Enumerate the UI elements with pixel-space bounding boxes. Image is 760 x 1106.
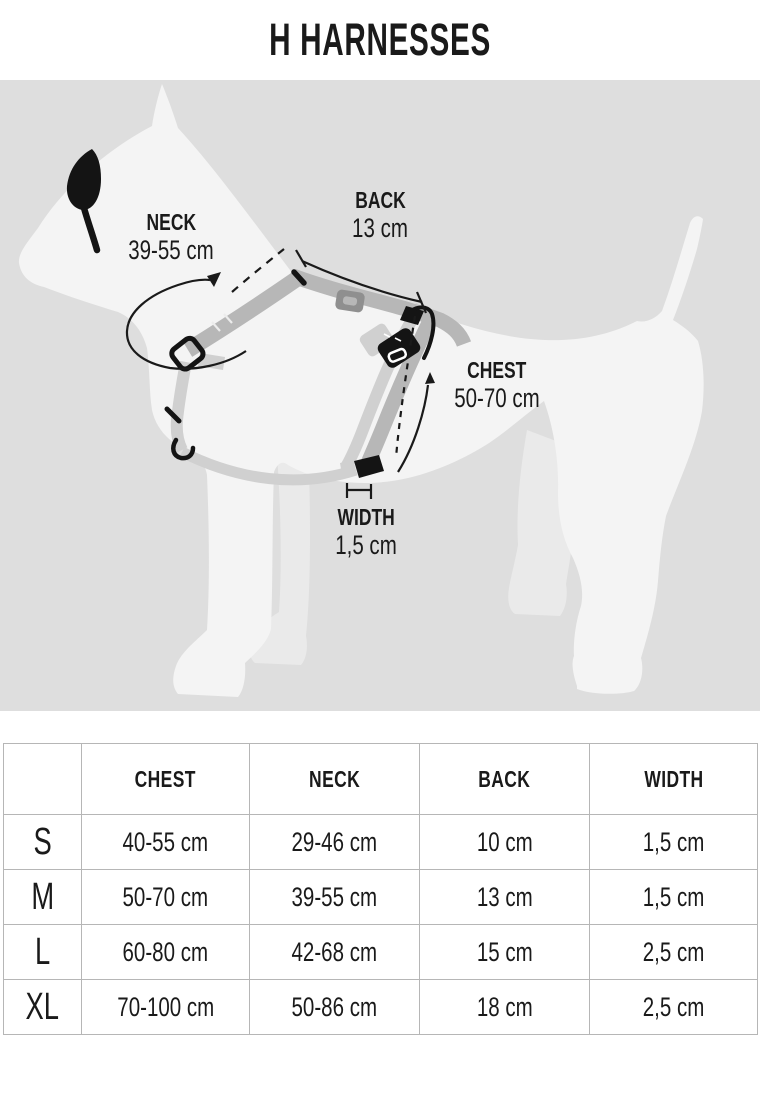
header-back: BACK [420,744,590,815]
header-corner [4,744,82,815]
header-row [4,744,758,815]
header-neck: NECK [250,744,420,815]
chest-label-name: CHEST [467,357,527,383]
width-cell: 2,5 cm [590,925,758,980]
chest-label [441,357,554,413]
size-cell: XL [4,980,82,1035]
back-cell: 10 cm [420,815,590,870]
harness-diagram [0,80,760,711]
size-cell: S [4,815,82,870]
chest-cell: 40-55 cm [82,815,250,870]
back-cell: 15 cm [420,925,590,980]
chest-label-value: 50-70 cm [454,383,540,413]
back-label-value: 13 cm [352,213,408,243]
neck-label-value: 39-55 cm [128,235,214,265]
page-title: H HARNESSES [269,14,491,65]
neck-label [115,209,228,265]
neck-cell: 29-46 cm [250,815,420,870]
size-row-s [4,815,758,870]
chest-cell: 50-70 cm [82,870,250,925]
chest-cell: 60-80 cm [82,925,250,980]
size-cell: L [4,925,82,980]
back-cell: 13 cm [420,870,590,925]
width-label-name: WIDTH [337,504,395,530]
neck-label-name: NECK [146,209,196,235]
width-label-value: 1,5 cm [335,530,397,560]
width-cell: 2,5 cm [590,980,758,1035]
chest-cell: 70-100 cm [82,980,250,1035]
size-row-xl [4,980,758,1035]
back-label-name: BACK [354,187,406,213]
header-chest: CHEST [82,744,250,815]
size-row-l [4,925,758,980]
back-cell: 18 cm [420,980,590,1035]
size-cell: M [4,870,82,925]
dog-illustration [0,80,760,711]
header-width: WIDTH [590,744,758,815]
width-cell: 1,5 cm [590,870,758,925]
width-label [325,504,406,560]
size-row-m [4,870,758,925]
size-chart-table [3,743,758,1035]
neck-cell: 50-86 cm [250,980,420,1035]
neck-cell: 39-55 cm [250,870,420,925]
width-cell: 1,5 cm [590,815,758,870]
neck-cell: 42-68 cm [250,925,420,980]
page-header [0,0,760,80]
back-label [343,187,417,243]
